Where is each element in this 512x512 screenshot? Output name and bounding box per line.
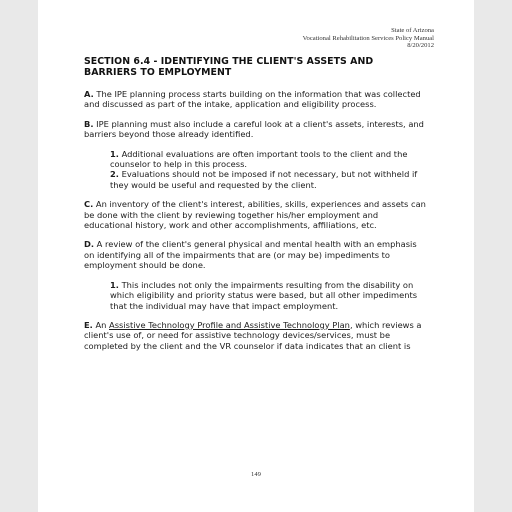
header-manual-title: Vocational Rehabilitation Services Policy Manual (302, 34, 434, 42)
paragraph-e-label: E. (84, 319, 93, 330)
paragraph-c-text: An inventory of the client's interest, abilities, skills, experiences and assets can be done with the client by reviewing together his/her employment and educational history, work and other accomplishments, affiliations, etc. (84, 199, 426, 231)
list-item-text: This includes not only the impairments resulting from the disability on which eligibility and priority status were based, but all other impediments that the individual may have that impact employment. (110, 279, 418, 311)
paragraph-d-sublist (84, 280, 428, 311)
list-item-number: 1. (110, 279, 119, 290)
paragraph-e-text: , which reviews a client's use of, or need for assistive technology devices/services, must be completed by the client and the VR counselor if data indicates that an client is (84, 319, 422, 351)
list-item-number: 2. (110, 169, 119, 180)
list-item (110, 149, 428, 170)
paragraph-b-sublist (84, 149, 428, 191)
paragraph-c (84, 199, 428, 230)
paragraph-d-text: A review of the client's general physical and mental health with an emphasis on identifying all of the impairments that are (or may be) impediments to employment should be done. (84, 239, 417, 271)
header-state: State of Arizona (391, 27, 434, 34)
paragraph-e (84, 320, 428, 351)
paragraph-d (84, 239, 428, 270)
page-header (303, 27, 434, 50)
paragraph-b-text: IPE planning must also include a careful look at a client's assets, interests, and barriers beyond those already identified. (84, 118, 424, 140)
paragraph-e-intro: An (92, 319, 110, 330)
assistive-technology-link[interactable]: Assistive Technology Profile and Assistive Technology Plan (109, 319, 350, 330)
header-date: 8/20/2012 (407, 42, 434, 50)
page-number: 149 (251, 471, 261, 478)
list-item (110, 169, 428, 190)
paragraph-a-text: The IPE planning process starts building on the information that was collected and discussed as part of the intake, application and eligibility process. (84, 89, 421, 110)
paragraph-d-label: D. (84, 239, 95, 250)
paragraph-a-label: A. (84, 89, 94, 99)
list-item-text: Additional evaluations are often important tools to the client and the counselor to help in this process. (110, 148, 408, 170)
paragraph-b-label: B. (84, 118, 94, 129)
paragraph-b (84, 119, 428, 140)
document-body (84, 56, 428, 360)
section-title: SECTION 6.4 - IDENTIFYING THE CLIENT'S ASSETS AND BARRIERS TO EMPLOYMENT (84, 56, 374, 78)
paragraph-c-label: C. (84, 199, 94, 210)
paragraph-a (84, 89, 428, 110)
list-item (110, 280, 428, 311)
list-item-number: 1. (110, 148, 119, 159)
document-page (38, 0, 474, 512)
list-item-text: Evaluations should not be imposed if not necessary, but not withheld if they would be useful and requested by the client. (110, 169, 418, 190)
